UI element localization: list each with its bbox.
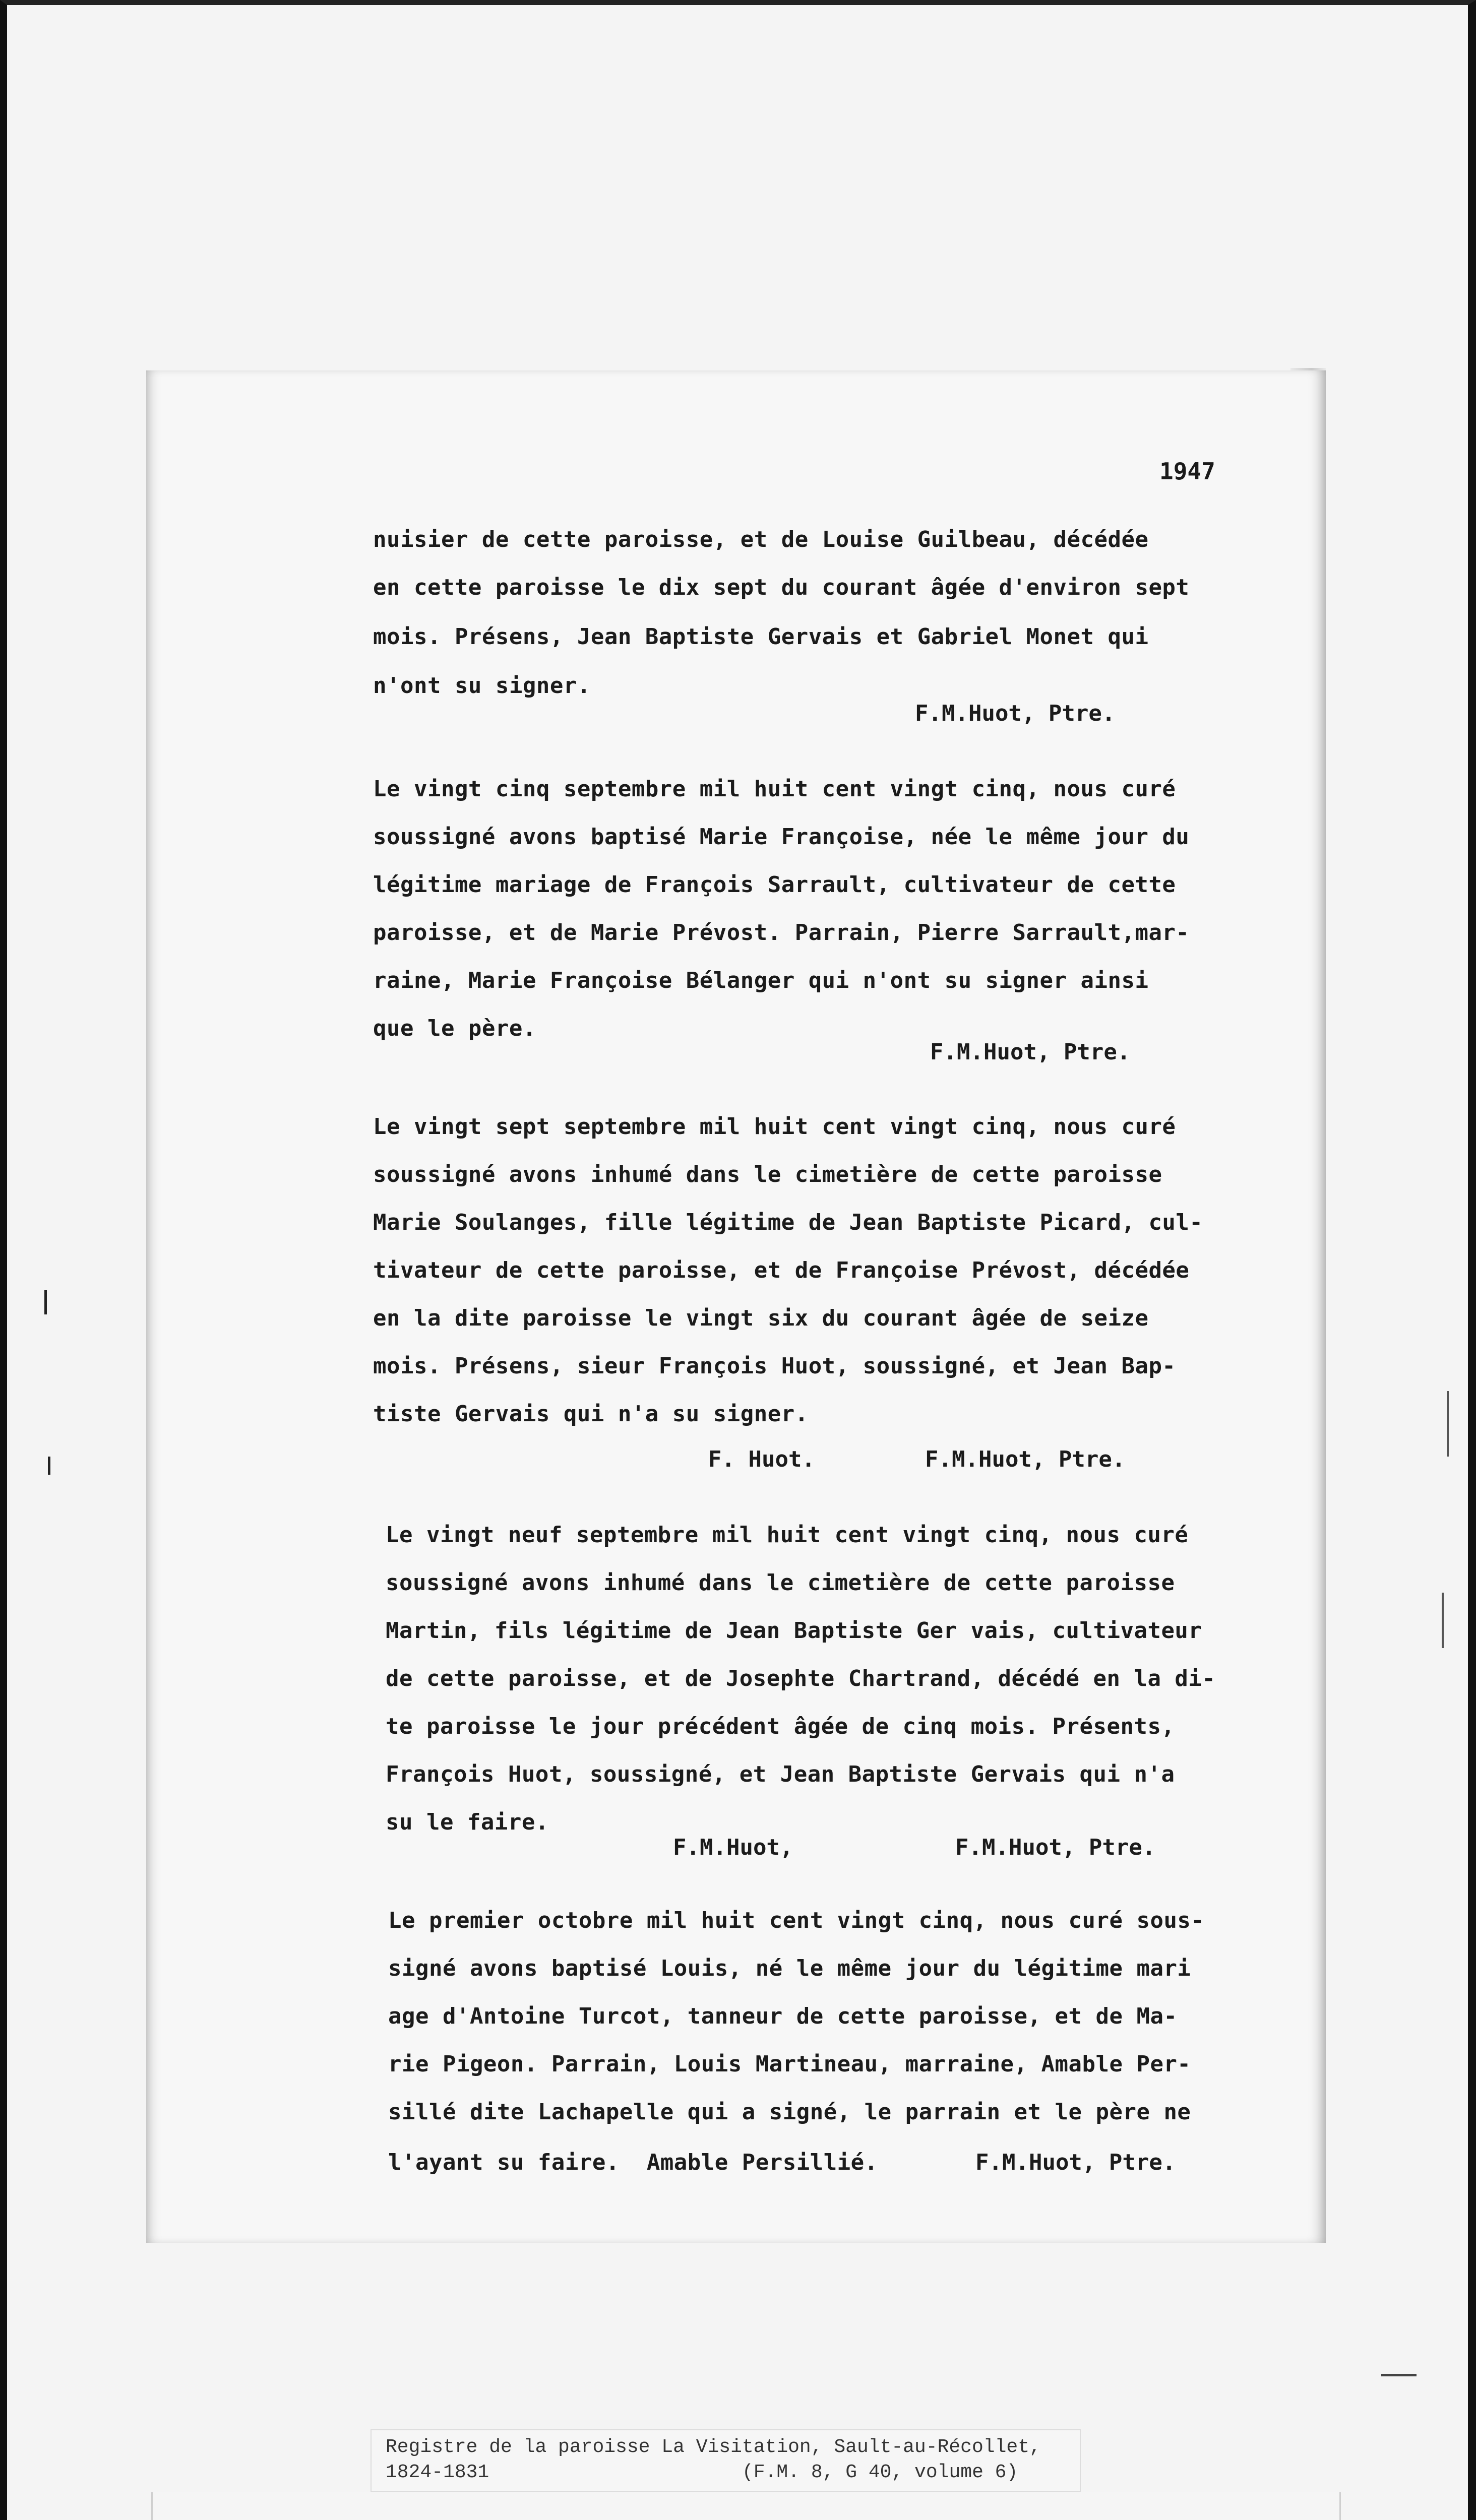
signature-huot: F.M.Huot, Ptre. — [930, 1039, 1131, 1065]
text-line: Le premier octobre mil huit cent vingt cinq, nous curé sous- — [388, 1908, 1205, 1933]
text-line: paroisse, et de Marie Prévost. Parrain, Pierre Sarrault,mar- — [373, 920, 1190, 946]
microfilm-caption — [371, 2429, 1081, 2492]
signature-huot: F.M.Huot, Ptre. — [915, 701, 1116, 726]
caption-dates: 1824-1831 — [386, 2462, 489, 2483]
text-line: mois. Présens, Jean Baptiste Gervais et Gabriel Monet qui — [373, 624, 1149, 650]
text-line: Marie Soulanges, fille légitime de Jean Baptiste Picard, cul- — [373, 1210, 1203, 1235]
text-line: François Huot, soussigné, et Jean Baptiste Gervais qui n'a — [386, 1761, 1175, 1787]
text-line: rie Pigeon. Parrain, Louis Martineau, marraine, Amable Per- — [388, 2051, 1191, 2077]
text-line: tiste Gervais qui n'a su signer. — [373, 1401, 809, 1427]
archives-stamp — [151, 2492, 1341, 2520]
text-line: l'ayant su faire. Amable Persillié. — [388, 2150, 878, 2175]
text-line: Le vingt cinq septembre mil huit cent vingt cinq, nous curé — [373, 776, 1176, 802]
film-mark — [44, 1290, 47, 1314]
text-line: nuisier de cette paroisse, et de Louise Guilbeau, décédée — [373, 527, 1149, 552]
text-line: Le vingt neuf septembre mil huit cent vingt cinq, nous curé — [386, 1522, 1189, 1548]
text-line: tivateur de cette paroisse, et de Françoise Prévost, décédée — [373, 1257, 1190, 1283]
caption-reference: (F.M. 8, G 40, volume 6) — [742, 2462, 1018, 2483]
text-line: en cette paroisse le dix sept du courant âgée d'environ sept — [373, 575, 1190, 600]
text-line: te paroisse le jour précédent âgée de cinq mois. Présents, — [386, 1714, 1175, 1739]
text-line: de cette paroisse, et de Josephte Chartrand, décédé en la di- — [386, 1666, 1216, 1691]
signature-huot: F.M.Huot, Ptre. — [975, 2150, 1176, 2175]
film-mark — [48, 1457, 50, 1475]
page-number: 1947 — [1159, 458, 1215, 485]
caption-title: Registre de la paroisse La Visitation, Sault-au-Récollet, — [386, 2436, 1041, 2458]
text-line: que le père. — [373, 1016, 536, 1041]
text-line: soussigné avons inhumé dans le cimetière de cette paroisse — [386, 1570, 1175, 1596]
text-line: légitime mariage de François Sarrault, cultivateur de cette — [373, 872, 1176, 898]
text-line: su le faire. — [386, 1809, 549, 1835]
film-mark — [1442, 1593, 1444, 1648]
text-line: Martin, fils légitime de Jean Baptiste Ger vais, cultivateur — [386, 1618, 1202, 1644]
text-line: Le vingt sept septembre mil huit cent vingt cinq, nous curé — [373, 1114, 1176, 1140]
text-line: sillé dite Lachapelle qui a signé, le parrain et le père ne — [388, 2099, 1191, 2125]
signature-huot: F.M.Huot, Ptre. — [925, 1446, 1126, 1472]
text-line: soussigné avons inhumé dans le cimetière de cette paroisse — [373, 1162, 1162, 1187]
film-mark — [1381, 2374, 1417, 2376]
text-line: age d'Antoine Turcot, tanneur de cette paroisse, et de Ma- — [388, 2003, 1178, 2029]
text-line: soussigné avons baptisé Marie Françoise, née le même jour du — [373, 824, 1190, 850]
text-line: mois. Présens, sieur François Huot, soussigné, et Jean Bap- — [373, 1353, 1176, 1379]
signature-f-huot: F. Huot. — [708, 1446, 815, 1472]
text-line: raine, Marie Françoise Bélanger qui n'ont su signer ainsi — [373, 968, 1149, 993]
signature-huot: F.M.Huot, Ptre. — [955, 1835, 1156, 1860]
text-line: en la dite paroisse le vingt six du courant âgée de seize — [373, 1305, 1149, 1331]
text-line: n'ont su signer. — [373, 673, 591, 699]
film-mark — [1447, 1391, 1449, 1457]
signature-huot: F.M.Huot, — [673, 1835, 793, 1860]
text-line: signé avons baptisé Louis, né le même jour du légitime mari — [388, 1956, 1191, 1981]
